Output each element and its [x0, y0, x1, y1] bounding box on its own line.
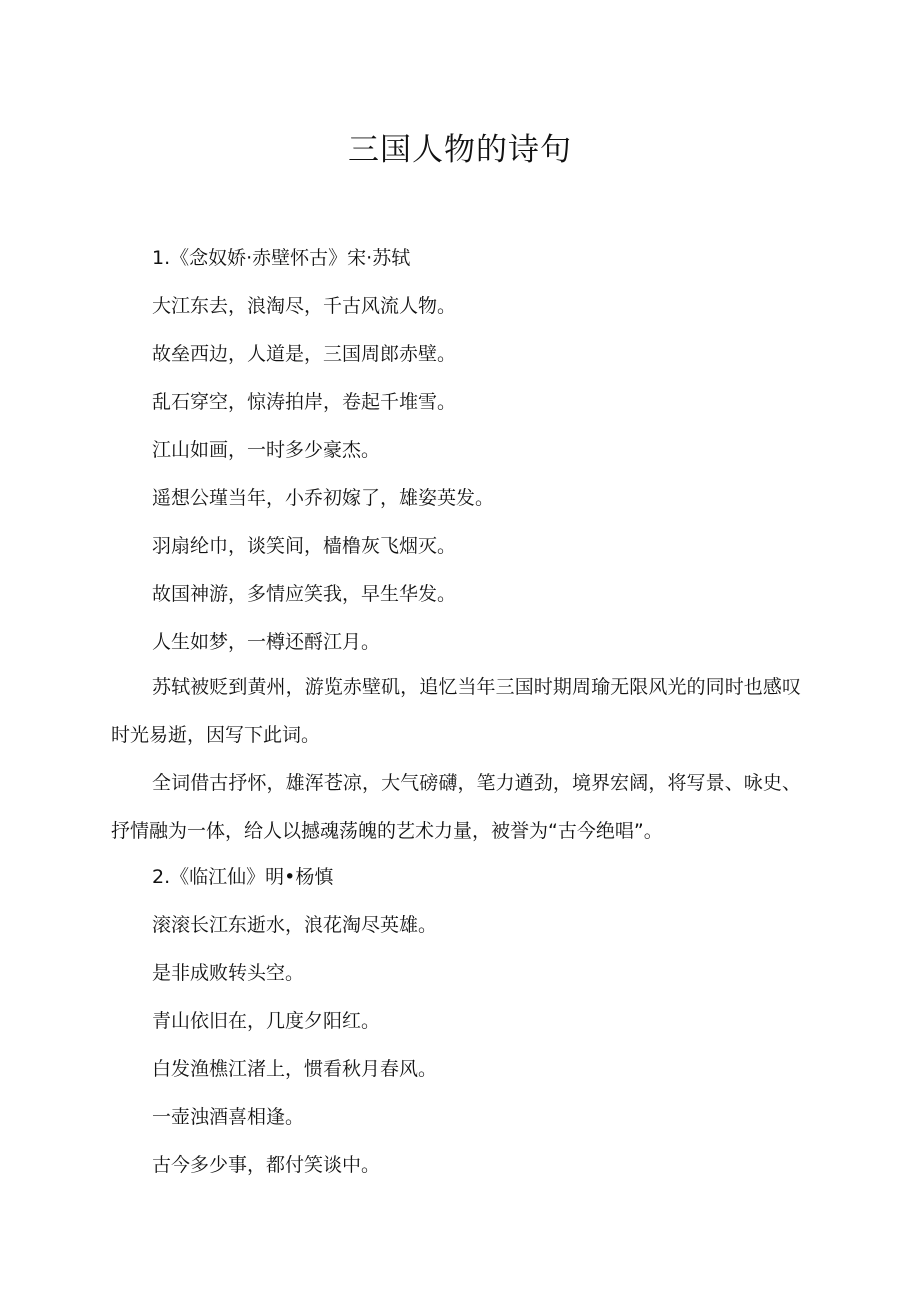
poem-line: 白发渔樵江渚上，惯看秋月春风。 [152, 1058, 438, 1080]
section-heading-2: 2.《临江仙》明•杨慎 [152, 866, 334, 888]
poem-line: 故国神游，多情应笑我，早生华发。 [152, 583, 457, 605]
poem-line: 人生如梦，一樽还酹江月。 [152, 631, 381, 653]
poem-line: 乱石穿空，惊涛拍岸，卷起千堆雪。 [152, 391, 457, 413]
poem-line: 遥想公瑾当年，小乔初嫁了，雄姿英发。 [152, 487, 495, 509]
poem-line: 江山如画，一时多少豪杰。 [152, 439, 381, 461]
poem-line: 青山依旧在，几度夕阳红。 [152, 1010, 381, 1032]
section-heading-1: 1.《念奴娇·赤壁怀古》宋·苏轼 [152, 247, 411, 269]
poem-line: 滚滚长江东逝水，浪花淘尽英雄。 [152, 914, 438, 936]
document-title: 三国人物的诗句 [348, 132, 572, 168]
poem-line: 羽扇纶巾，谈笑间，樯橹灰飞烟灭。 [152, 535, 457, 557]
poem-line: 大江东去，浪淘尽，千古风流人物。 [152, 295, 457, 317]
commentary-paragraph: 苏轼被贬到黄州，游览赤壁矶，追忆当年三国时期周瑜无限风光的同时也感叹时光易逝，因写下此词。 [111, 676, 801, 746]
poem-line: 古今多少事，都付笑谈中。 [152, 1154, 381, 1176]
poem-line: 一壶浊酒喜相逢。 [152, 1106, 305, 1128]
poem-line: 故垒西边，人道是，三国周郎赤壁。 [152, 343, 457, 365]
commentary-paragraph: 全词借古抒怀，雄浑苍凉，大气磅礴，笔力遒劲，境界宏阔，将写景、咏史、抒情融为一体，给人以撼魂荡魄的艺术力量，被誉为“古今绝唱”。 [111, 772, 801, 842]
poem-line: 是非成败转头空。 [152, 962, 305, 984]
